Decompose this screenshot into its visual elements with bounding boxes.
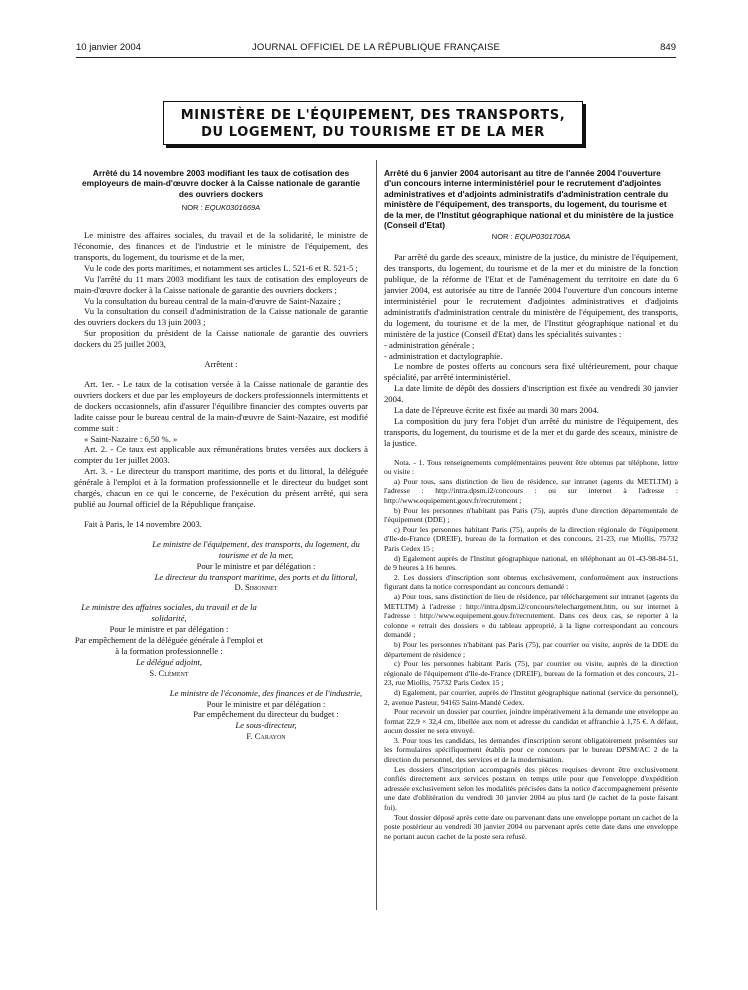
right-column: [384, 168, 678, 841]
right-decree-title: Arrêté du 6 janvier 2004 autorisant au titre de l'année 2004 l'ouverture d'un concours interne interministériel pour le recrutement d'adjointes administratives et d'adjoints administratifs d'administration centrale du ministère de l'équipement, des transports, du logement, du tourisme et de la mer, de l'Institut géographique national et du ministère de la justice (Conseil d'Etat): [384, 168, 674, 231]
sig2-role: Le délégué adjoint,: [135, 656, 203, 667]
note: Pour recevoir un dossier par courrier, joindre impérativement à la demande une enveloppe au format 22,9 × 32,4 cm, libellée aux nom et adresse du candidat et affranchie à 1,75 €. A défaut, aucun dossier ne sera envoyé.: [384, 707, 678, 736]
nor-label: NOR :: [491, 232, 515, 242]
left-column: [74, 168, 368, 742]
nor-code: EQUP0301706A: [514, 232, 571, 242]
paragraph: La date de l'épreuve écrite est fixée au mardi 30 mars 2004.: [394, 405, 599, 416]
note: 2. Les dossiers d'inscription sont obtenus exclusivement, conformément aux instructions figurant dans la notice correspondant au concours demandé :: [384, 572, 678, 592]
note: a) Pour tous, sans distinction de lieu de résidence, par téléchargement sur intranet (agents du METLTM) à l'adresse : http://intra.dpsm.i2/concours/telechargement.htm, ou sur internet à l'adresse : http://www.equipement.gouv.fr/recrutement. Dans ces deux cas, se reporter à la colonne « retrait des dossiers » du tableau approprié, à la ligne correspondant au concours demandé ;: [384, 591, 678, 640]
signature-block-1: [144, 539, 368, 594]
column-divider: [376, 160, 377, 910]
sig2-minister: Le ministre des affaires sociales, du travail et de la solidarité,: [81, 602, 257, 624]
paragraph: Vu le code des ports maritimes, et notamment ses articles L. 521-6 et R. 521-5 ;: [84, 262, 358, 273]
journal-title: JOURNAL OFFICIEL DE LA RÉPUBLIQUE FRANÇAISE: [251, 42, 501, 53]
sig3-name: F. Carayon: [246, 731, 286, 742]
note: a) Pour tous, sans distinction de lieu de résidence, sur intranet (agents du METLTM) à l'adresse : http://intra.dpsm.i2/concours : ou sur internet à l'adresse : http://www.equipement.gouv.fr/recrutement ;: [384, 476, 678, 506]
note: d) Egalement auprès de l'Institut géographique national, en téléphonant au 01-43-98-84-51, de 9 heures à 16 heures.: [384, 553, 678, 573]
note: Les dossiers d'inscription accompagnés des pièces requises devront être exclusivement confiés directement aux services postaux en temps utile pour que l'enveloppe d'expédition adressée exclusivement selon les modalités précisées dans la notice d'accompagnement présente une date d'oblitération du vendredi 30 janvier 2004 au plus tard (le cachet de la poste faisant foi).: [384, 764, 678, 813]
note: 3. Pour tous les candidats, les demandes d'inscription seront obligatoirement présentées sur les formulaires spécifiquement établis pour ce concours par le bureau DPSM/AC 2 de la direction du personnel, des services et de la modernisation.: [384, 735, 678, 765]
header-rule: [76, 57, 676, 58]
left-decree-title: Arrêté du 14 novembre 2003 modifiant les taux de cotisation des employeurs de main-d'œuvre docker à la Caisse nationale de garantie des ouvriers dockers: [82, 168, 360, 199]
sig2-name: S. Clément: [149, 667, 189, 678]
nor-code: EQUK0301669A: [204, 203, 261, 213]
paragraph: Par arrêté du garde des sceaux, ministre de la justice, du ministre de l'équipement, des transports, du logement, du tourisme et de la mer et du ministre de la fonction publique, de la réforme de l'Etat et de l'aménagement du territoire en date du 6 janvier 2004, est autorisée au titre de l'année 2004 l'ouverture d'un concours interne interministériel pour le recrutement d'adjointes administratives et d'adjoints administratifs d'administration centrale du ministère de l'équipement, des transports, du logement, du tourisme et de la mer, de l'Institut géographique national et du ministère de la justice (Conseil d'Etat) dans les spécialités suivantes :: [384, 252, 678, 339]
article-1-rate: « Saint-Nazaire : 6,50 %. »: [84, 433, 178, 444]
done-at: Fait à Paris, le 14 novembre 2003.: [84, 518, 202, 529]
article-2: Art. 2. - Ce taux est applicable aux rémunérations brutes versées aux dockers à compter du 1er juillet 2003.: [74, 444, 368, 466]
sig1-name: D. Simonnet: [234, 582, 278, 593]
nota-section: [384, 458, 678, 842]
paragraph: La date limite de dépôt des dossiers d'inscription est fixée au vendredi 30 janvier 2004.: [384, 383, 678, 405]
left-nor: [74, 203, 368, 214]
note: b) Pour les personnes n'habitant pas Paris (75), auprès d'une direction départementale de l'équipement (DDE) ;: [384, 505, 678, 525]
list-item: - administration et dactylographie.: [384, 350, 503, 361]
sig2-impede: Par empêchement de la déléguée générale à l'emploi et à la formation professionnelle :: [74, 635, 264, 656]
article-1: Art. 1er. - Le taux de la cotisation versée à la Caisse nationale de garantie des ouvriers dockers et due par les employeurs de dockers professionnels intermittents et de dockers occasionnels, afin d'assurer l'équilibre financier des comptes ouverts par ladite caisse pour le bureau central de la main-d'œuvre de Saint-Nazaire, est modifié comme suit :: [74, 379, 368, 433]
sig3-for: Pour le ministre et par délégation :: [206, 698, 326, 709]
signature-block-2: [74, 602, 264, 678]
sig1-for: Pour le ministre et par délégation :: [196, 560, 316, 571]
page-number: 849: [660, 42, 676, 53]
paragraph: Vu la consultation du bureau central de la main-d'œuvre de Saint-Nazaire ;: [84, 295, 341, 306]
paragraph: La composition du jury fera l'objet d'un arrêté du ministre de l'équipement, des transports, du logement, du tourisme et de la mer et du garde des sceaux, ministre de la justice.: [384, 415, 678, 448]
paragraph: Sur proposition du président de la Caisse nationale de garantie des ouvriers dockers du 25 juillet 2003,: [74, 328, 368, 350]
sig2-for: Pour le ministre et par délégation :: [109, 624, 229, 635]
ministry-line-2: DU LOGEMENT, DU TOURISME ET DE LA MER: [201, 125, 545, 140]
sig3-role: Le sous-directeur,: [235, 720, 297, 731]
arretent: Arrêtent :: [204, 359, 238, 370]
page-header: [76, 42, 676, 56]
paragraph: Le ministre des affaires sociales, du travail et de la solidarité, le ministre de l'économie, des finances et de l'industrie et le ministre de l'équipement, des transports, du logement, du tourisme et de la mer,: [74, 230, 368, 262]
signature-block-3: [166, 688, 366, 743]
ministry-line-1: MINISTÈRE DE L'ÉQUIPEMENT, DES TRANSPORTS,: [180, 108, 566, 123]
note: Nota. - 1. Tous renseignements complémentaires peuvent être obtenus par téléphone, lettre ou visite :: [384, 457, 678, 477]
paragraph: Vu l'arrêté du 11 mars 2003 modifiant les taux de cotisation des employeurs de main-d'œuvre docker à la Caisse nationale de garantie des ouvriers dockers ;: [74, 273, 368, 295]
ministry-banner: [163, 101, 583, 145]
paragraph: Vu la consultation du conseil d'administration de la Caisse nationale de garantie des ouvriers dockers du 13 juin 2003 ;: [74, 306, 368, 328]
note: Tout dossier déposé après cette date ou parvenant dans une enveloppe portant un cachet de la poste postérieur au vendredi 30 janvier 2004 ou parvenant après cette date dans une enveloppe ne portant aucun cachet de la poste sera refusé.: [384, 812, 678, 841]
note: c) Pour les personnes habitant Paris (75), auprès de la direction régionale de l'équipement d'Ile-de-France (DREIF), bureau de la formation et des concours, 21-23, rue Miollis, 75732 Paris Cedex 15 ;: [384, 524, 678, 553]
sig1-director: Le directeur du transport maritime, des ports et du littoral,: [154, 571, 358, 582]
header-date: 10 janvier 2004: [76, 42, 141, 53]
note: b) Pour les personnes n'habitant pas Paris (75), par courrier ou visite, auprès de la DDE du département de résidence ;: [384, 639, 678, 659]
sig1-minister: Le ministre de l'équipement, des transports, du logement, du tourisme et de la mer,: [152, 538, 360, 560]
note: c) Pour les personnes habitant Paris (75), par courrier ou visite, auprès de la direction régionale de l'équipement d'Ile-de-France (DREIF), bureau de la formation et des concours, 21-23, rue Miollis, 75732 Paris Cedex 15 ;: [384, 659, 678, 688]
note: d) Egalement, par courrier, auprès de l'Institut géographique national (service du personnel), 2, avenue Pasteur, 94165 Saint-Mandé Cedex.: [384, 687, 678, 707]
article-3: Art. 3. - Le directeur du transport maritime, des ports et du littoral, la déléguée générale à l'emploi et à la formation professionnelle et le directeur du budget sont chargés, chacun en ce qui le concerne, de l'exécution du présent arrêté, qui sera publié au Journal officiel de la République française.: [74, 466, 368, 509]
sig3-impede: Par empêchement du directeur du budget :: [193, 709, 339, 720]
right-nor: [384, 232, 678, 243]
paragraph: Le nombre de postes offerts au concours sera fixé ultérieurement, pour chaque spécialité, par arrêté interministériel.: [384, 361, 678, 383]
nor-label: NOR :: [181, 203, 205, 213]
list-item: - administration générale ;: [384, 339, 475, 350]
sig3-minister: Le ministre de l'économie, des finances et de l'industrie,: [169, 687, 363, 698]
